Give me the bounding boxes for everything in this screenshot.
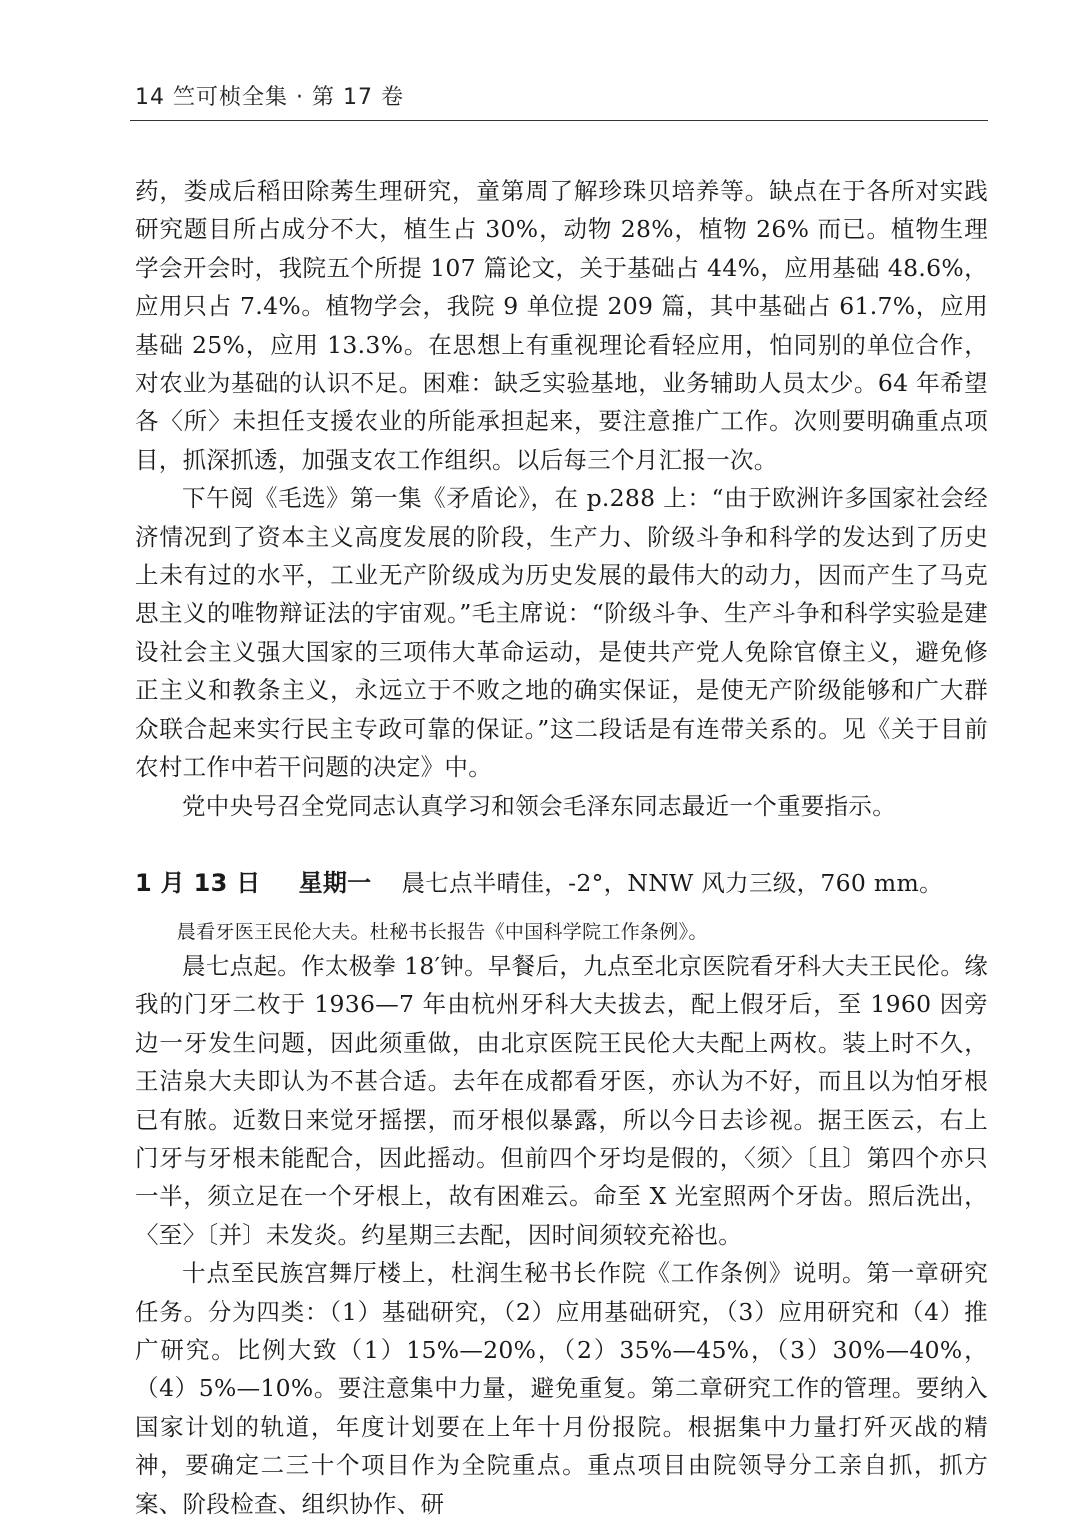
paragraph-dentist: 晨七点起。作太极拳 18′钟。早餐后，九点至北京医院看牙科大夫王民伦。缘我的门牙二枚于 1936—7 年由杭州牙科大夫拔去，配上假牙后，至 1960 因旁边一牙发生问题，因此须重做，由北京医院王民伦大夫配上两枚。装上时不久，王洁泉大夫即认为不甚合适。去年在成都看牙医，亦认为不好，而且以为怕牙根已有脓。近数日来觉牙摇摆，而牙根似暴露，所以今日去诊视。据王医云，右上门牙与牙根未能配合，因此摇动。但前四个牙均是假的，〈须〉〔且〕第四个亦只一半，须立足在一个牙根上，故有困难云。命至 X 光室照两个牙齿。照后洗出，〈至〉〔并〕未发炎。约星期三去配，因时间须较充裕也。 <box>135 951 988 1249</box>
entry-weekday: 星期一 <box>298 868 372 897</box>
paragraph-reading-notes: 下午阅《毛选》第一集《矛盾论》，在 p.288 上：“由于欧洲许多国家社会经济情况到了资本主义高度发展的阶段，生产力、阶级斗争和科学的发达到了历史上未有过的水平，工业无产阶级成为历史发展的最伟大的动力，因而产生了马克思主义的唯物辩证法的宇宙观。”毛主席说：“阶级斗争、生产斗争和科学实验是建设社会主义强大国家的三项伟大革命运动，是使共产党人免除官僚主义，避免修正主义和教条主义，永远立于不败之地的确实保证，是使无产阶级能够和广大群众联合起来实行民主专政可靠的保证。”这二段话是有连带关系的。见《关于目前农村工作中若干问题的决定》中。 <box>135 484 988 782</box>
header-rule <box>130 120 988 121</box>
entry-weather: 晨七点半晴佳，-2°，NNW 风力三级，760 mm。 <box>401 868 943 897</box>
paragraph-work-regulations: 十点至民族宫舞厅楼上，杜润生秘书长作院《工作条例》说明。第一章研究任务。分为四类：（1）基础研究，（2）应用基础研究，（3）应用研究和（4）推广研究。比例大致（1）15%—20%，（2）35%—45%，（3）30%—40%，（4）5%—10%。要注意集中力量，避免重复。第二章研究工作的管理。要纳入国家计划的轨道，年度计划要在上年十月份报院。根据集中力量打歼灭战的精神，要确定二三十个项目作为全院重点。重点项目由院领导分工亲自抓，抓方案、阶段检查、组织协作、研 <box>135 1259 988 1518</box>
entry-summary: 晨看牙医王民伦大夫。杜秘书长报告《中国科学院工作条例》。 <box>176 920 708 943</box>
page-body <box>135 172 988 1523</box>
running-header: 14 竺可桢全集 · 第 17 卷 <box>135 85 404 110</box>
paragraph-party-call: 党中央号召全党同志认真学习和领会毛泽东同志最近一个重要指示。 <box>182 791 896 820</box>
diary-entry-heading <box>135 863 988 903</box>
paragraph-continued: 药，娄成后稻田除莠生理研究，童第周了解珍珠贝培养等。缺点在于各所对实践研究题目所占成分不大，植生占 30%，动物 28%，植物 26% 而已。植物生理学会开会时，我院五个所提 107 篇论文，关于基础占 44%，应用基础 48.6%，应用只占 7.4%。植物学会，我院 9 单位提 209 篇，其中基础占 61.7%，应用基础 25%，应用 13.3%。在思想上有重视理论看轻应用，怕同别的单位合作，对农业为基础的认识不足。困难：缺乏实验基地，业务辅助人员太少。64 年希望各〈所〉未担任支援农业的所能承担起来，要注意推广工作。次则要明确重点项目，抓深抓透，加强支农工作组织。以后每三个月汇报一次。 <box>135 177 988 474</box>
entry-date: 1 月 13 日 <box>135 868 261 897</box>
